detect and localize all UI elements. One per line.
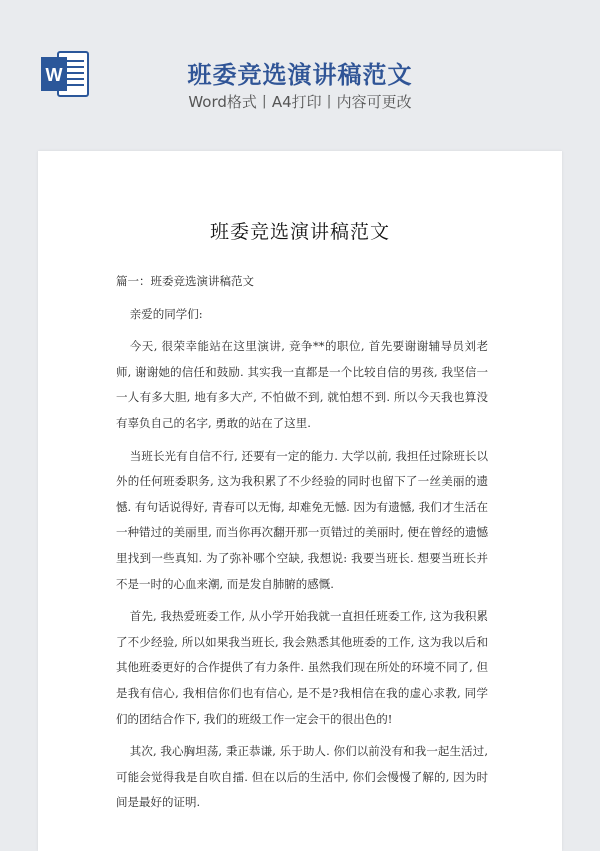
document-title: 班委竞选演讲稿范文 (209, 221, 390, 243)
page-subtitle: Word格式丨A4打印丨内容可更改 (188, 93, 412, 111)
section-heading: 篇一：班委竞选演讲稿范文 (116, 274, 254, 288)
paragraph: 首先, 我热爱班委工作, 从小学开始我就一直担任班委工作, 这为我积累了不少经验, 所以如果我当班长, 我会熟悉其他班委的工作, 这为我以后和其他班委更好的合作提供了有力条件. 虽然我们现在所处的环境不同了, 但是我有信心, 我相信你们也有信心, 是不是?我相信在我的虚心求教, 同学们的团结合作下, 我们的班级工作一定会干的很出色的! (116, 609, 488, 726)
document-body (116, 269, 488, 823)
salutation: 亲爱的同学们: (129, 306, 203, 321)
paragraph: 今天, 很荣幸能站在这里演讲, 竞争**的职位, 首先要谢谢辅导员刘老师, 谢谢她的信任和鼓励. 其实我一直都是一个比较自信的男孩, 我坚信一一人有多大胆, 地有多大产, 不怕做不到, 就怕想不到. 所以今天我也算没有辜负自己的名字, 勇敢的站在了这里. (116, 339, 488, 430)
page-header (0, 0, 600, 150)
word-logo-letter: W (45, 65, 63, 85)
page-title: 班委竞选演讲稿范文 (187, 61, 413, 89)
document-page (38, 151, 562, 851)
paragraph: 当班长光有自信不行, 还要有一定的能力. 大学以前, 我担任过除班长以外的任何班委职务, 这为我积累了不少经验的同时也留下了一丝美丽的遗憾. 有句话说得好, 青春可以无悔, 却难免无憾. 因为有遗憾, 我们才生活在一种错过的美丽里, 而当你再次翻开那一页错过的美丽时, 便在曾经的遗憾里找到一些真知. 为了弥补哪个空缺, 我想说: 我要当班长. 想要当班长并不是一时的心血来潮, 而是发自肺腑的感慨. (116, 448, 488, 591)
paragraph: 其次, 我心胸坦荡, 秉正恭谦, 乐于助人. 你们以前没有和我一起生活过, 可能会觉得我是自吹自擂. 但在以后的生活中, 你们会慢慢了解的, 因为时间是最好的证明. (116, 744, 488, 810)
